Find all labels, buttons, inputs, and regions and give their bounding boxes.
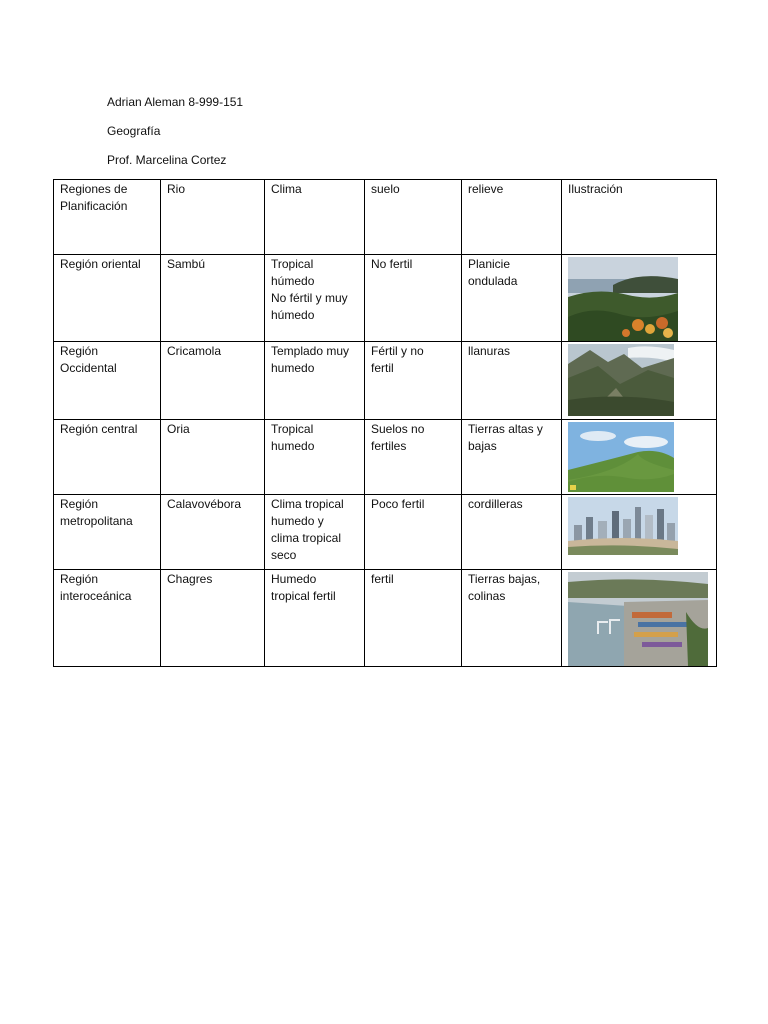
illustration-cell (562, 342, 717, 420)
column-header-rio: Rio (161, 180, 265, 255)
illustration-cell (562, 255, 717, 342)
region-cell: Región interoceánica (54, 570, 161, 667)
rio-cell: Chagres (161, 570, 265, 667)
port-aerial-photo (568, 572, 710, 666)
coastal-forest-photo (568, 257, 710, 341)
clima-cell: Templado muy humedo (265, 342, 365, 420)
table-row (54, 342, 717, 420)
rio-cell: Calavovébora (161, 495, 265, 570)
suelo-cell: No fertil (365, 255, 462, 342)
region-cell: Región central (54, 420, 161, 495)
city-skyline-photo (568, 497, 710, 555)
clima-cell: Humedo tropical fertil (265, 570, 365, 667)
column-header-suelo: suelo (365, 180, 462, 255)
mountain-valley-photo (568, 344, 710, 416)
region-cell: Región metropolitana (54, 495, 161, 570)
green-hills-photo (568, 422, 710, 492)
suelo-cell: Suelos no fertiles (365, 420, 462, 495)
region-cell: Región oriental (54, 255, 161, 342)
relieve-cell: Tierras bajas, colinas (462, 570, 562, 667)
subject-line: Geografía (107, 124, 161, 138)
suelo-cell: Fértil y no fertil (365, 342, 462, 420)
regions-table (53, 179, 717, 667)
column-header-relieve: relieve (462, 180, 562, 255)
relieve-cell: Tierras altas y bajas (462, 420, 562, 495)
relieve-cell: llanuras (462, 342, 562, 420)
author-line: Adrian Aleman 8-999-151 (107, 95, 244, 109)
table-row (54, 420, 717, 495)
table-row (54, 255, 717, 342)
clima-cell: Tropical húmedo No fértil y muy húmedo (265, 255, 365, 342)
table-header-row (54, 180, 717, 255)
table-row (54, 570, 717, 667)
illustration-cell (562, 570, 717, 667)
professor-line: Prof. Marcelina Cortez (107, 153, 227, 167)
clima-cell: Clima tropical humedo y clima tropical seco (265, 495, 365, 570)
suelo-cell: Poco fertil (365, 495, 462, 570)
table-row (54, 495, 717, 570)
relieve-cell: cordilleras (462, 495, 562, 570)
rio-cell: Cricamola (161, 342, 265, 420)
illustration-cell (562, 420, 717, 495)
column-header-clima: Clima (265, 180, 365, 255)
suelo-cell: fertil (365, 570, 462, 667)
column-header-ilustracion: Ilustración (562, 180, 717, 255)
region-cell: Región Occidental (54, 342, 161, 420)
clima-cell: Tropical humedo (265, 420, 365, 495)
rio-cell: Sambú (161, 255, 265, 342)
column-header-regiones: Regiones de Planificación (54, 180, 161, 255)
rio-cell: Oria (161, 420, 265, 495)
relieve-cell: Planicie ondulada (462, 255, 562, 342)
illustration-cell (562, 495, 717, 570)
